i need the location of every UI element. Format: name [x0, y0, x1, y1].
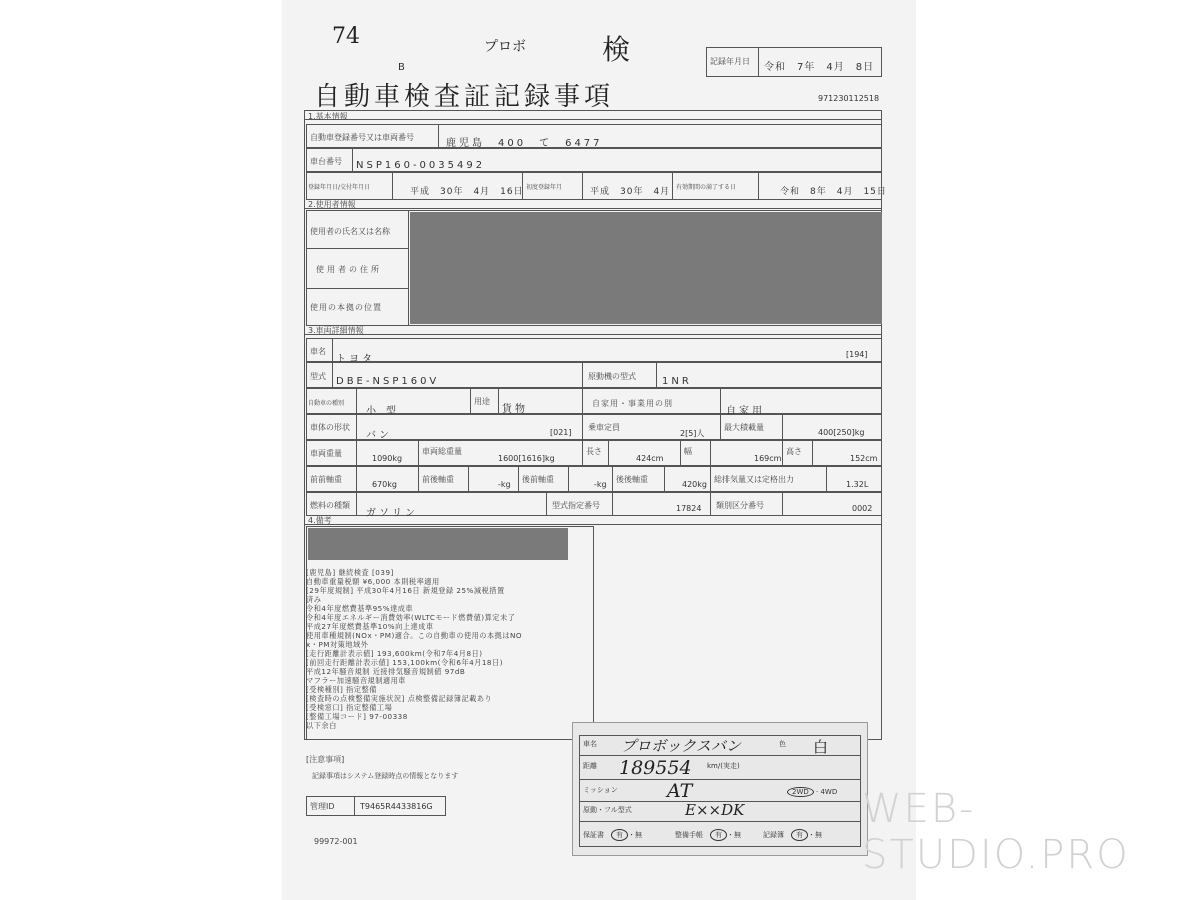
remark-line: 令和4年度エネルギー消費効率(WLTCモード燃費値)算定未了: [306, 613, 516, 622]
tag-mileage-value: 189554: [619, 757, 692, 779]
remark-line: [検査時の点検整備実施状況] 点検整備記録簿記載あり: [306, 694, 493, 703]
tag-record-yes: 有: [791, 829, 808, 841]
remark-line: 平成12年騒音規制 近接排気騒音規制値 97dB: [306, 667, 466, 676]
record-date-value: 令和 7年 4月 8日: [764, 62, 875, 73]
section3-label: 3.車両詳細情報: [308, 326, 364, 335]
front-front-axle-label: 前前軸重: [310, 475, 342, 484]
first-reg-value: 平成 30年 4月 16日: [410, 187, 524, 197]
handwritten-kanji: 検: [602, 33, 631, 66]
body-label: 車体の形状: [310, 423, 350, 432]
initial-reg-value: 平成 30年 4月: [590, 187, 671, 197]
expiry-label: 有効期間の満了する日: [676, 184, 737, 191]
category-label: 類別区分番号: [716, 501, 764, 510]
displacement-value: 1.32L: [846, 480, 869, 489]
letter-b: B: [398, 62, 405, 73]
user-address-label: 使用者の住所: [316, 265, 382, 274]
tag-warranty-no: 無: [635, 831, 642, 839]
use-label: 用途: [474, 397, 490, 406]
chassis-value: NSP160-0035492: [356, 160, 486, 171]
remark-line: 済み: [306, 595, 322, 604]
tag-engine-value: E××DK: [685, 801, 745, 819]
gross-value: 1600[1616]kg: [498, 454, 555, 463]
engine-label: 原動機の型式: [588, 372, 636, 381]
record-date-label: 記録年月日: [710, 57, 750, 66]
watermark: WEB-STUDIO.PRO: [862, 786, 1130, 878]
remark-line: 平成27年度燃費基準10%向上達成車: [306, 622, 434, 631]
type-label: 自動車の種別: [308, 400, 345, 407]
notice-label: [注意事項]: [306, 755, 345, 764]
dealer-tag: 車名 プロボックスバン 色 白 距離 189554 km/(実走) ミッション AT 2WD · 4WD 原動・フル型式 E××DK 保証書 有 ・無 整備手帳 有 ・無 記録簿 有 ・無: [572, 722, 868, 856]
front-rear-axle-label: 前後軸重: [422, 475, 454, 484]
redacted-user-info: [410, 212, 882, 324]
width-value: 169cm: [754, 454, 782, 463]
document-title: 自動車検査証記録事項: [314, 82, 615, 112]
designation-value: 17824: [676, 504, 702, 513]
length-value: 424cm: [636, 454, 664, 463]
tag-manual-label: 整備手帳: [675, 831, 703, 839]
rear-front-axle-label: 後前軸重: [522, 475, 554, 484]
section4-label: 4.備考: [308, 516, 332, 525]
use-value: 貨物: [502, 404, 528, 415]
tag-name-value: プロボックスバン: [621, 737, 741, 755]
expiry-value: 令和 8年 4月 15日: [780, 187, 887, 197]
remark-line: [走行距離計表示値] 193,600km(令和7年4月8日): [306, 649, 483, 658]
reg-number-label: 自動車登録番号又は車両番号: [310, 133, 414, 142]
height-label: 高さ: [786, 447, 802, 456]
remark-line: 使用車種規制(NOx・PM)適合。この自動車の使用の本拠はNO: [306, 631, 523, 640]
id-value: T9465R4433816G: [360, 802, 433, 811]
reg-number-value: 鹿児島 400 て 6477: [446, 138, 603, 149]
tag-color-label: 色: [779, 740, 786, 748]
remark-line: [整備工場コード] 97-00338: [306, 712, 408, 721]
capacity-value: 2[5]人: [680, 429, 705, 438]
front-front-axle-value: 670kg: [372, 480, 397, 489]
tag-4wd: 4WD: [820, 788, 838, 796]
make-code: [194]: [846, 350, 868, 359]
remark-line: マフラー加速騒音規制適用車: [306, 676, 406, 685]
front-rear-axle-value: -kg: [498, 480, 511, 489]
rear-rear-axle-value: 420kg: [682, 480, 707, 489]
section2-label: 2.使用者情報: [308, 200, 356, 209]
tag-mileage-label: 距離: [583, 762, 597, 770]
remark-line: [鹿児島] 継続検査 [039]: [306, 568, 394, 577]
displacement-label: 総排気量又は定格出力: [714, 475, 794, 484]
max-load-value: 400[250]kg: [818, 428, 865, 437]
private-value: 自家用: [726, 406, 765, 417]
tag-2wd: 2WD: [787, 787, 814, 797]
handwritten-number: 74: [332, 24, 360, 49]
remark-line: [29年度規制] 平成30年4月16日 新規登録 25%減税措置: [306, 586, 505, 595]
section1-label: 1.基本情報: [308, 112, 348, 121]
private-label: 自家用・事業用の別: [592, 399, 673, 408]
user-name-label: 使用者の氏名又は名称: [310, 227, 390, 236]
doc-number: 971230112518: [818, 94, 880, 103]
tag-warranty-label: 保証書: [583, 831, 604, 839]
tag-record-no: 無: [815, 831, 822, 839]
remark-line: [受検窓口] 指定整備工場: [306, 703, 393, 712]
remark-line: 自動車重量税額 ¥6,000 本則税率適用: [306, 577, 440, 586]
tag-manual-no: 無: [734, 831, 741, 839]
type-value: 小型: [366, 406, 406, 417]
weight-value: 1090kg: [372, 454, 403, 463]
gross-label: 車両総重量: [422, 447, 462, 456]
make-label: 車名: [310, 347, 326, 356]
handwritten-model-note: プロボ: [484, 39, 526, 55]
length-label: 長さ: [586, 447, 602, 456]
engine-value: 1NR: [662, 376, 692, 387]
base-location-label: 使用の本拠の位置: [310, 303, 382, 312]
tag-engine-label: 原動・フル型式: [583, 806, 632, 814]
tag-mission-value: AT: [667, 780, 693, 802]
chassis-label: 車台番号: [310, 157, 342, 166]
remark-line: x・PM対策地域外: [306, 640, 369, 649]
tag-manual-yes: 有: [710, 829, 727, 841]
tag-mission-label: ミッション: [583, 786, 618, 794]
rear-rear-axle-label: 後後軸重: [616, 475, 648, 484]
designation-label: 型式指定番号: [552, 501, 600, 510]
tag-name-label: 車名: [583, 740, 597, 748]
form-code: 99972-001: [314, 837, 358, 846]
width-label: 幅: [684, 447, 692, 456]
make-value: トヨタ: [336, 354, 375, 365]
tag-color-value: 白: [813, 738, 829, 756]
initial-reg-label: 初度登録年月: [526, 184, 563, 191]
body-code: [021]: [550, 428, 572, 437]
height-value: 152cm: [850, 454, 878, 463]
redacted-remarks: [308, 528, 568, 560]
fuel-value: ガソリン: [366, 508, 418, 519]
weight-label: 車両重量: [310, 449, 342, 458]
model-value: DBE-NSP160V: [336, 376, 440, 387]
tag-mileage-unit: km/(実走): [707, 762, 740, 770]
notice-text: 記録事項はシステム登録時点の情報となります: [312, 772, 459, 780]
max-load-label: 最大積載量: [724, 423, 764, 432]
model-label: 型式: [310, 372, 326, 381]
category-value: 0002: [852, 504, 873, 513]
tag-record-label: 記録簿: [763, 831, 784, 839]
body-value: バン: [366, 430, 392, 441]
tag-warranty-yes: 有: [611, 829, 628, 841]
id-label: 管理ID: [310, 802, 335, 811]
rear-front-axle-value: -kg: [594, 480, 607, 489]
capacity-label: 乗車定員: [588, 423, 620, 432]
fuel-label: 燃料の種類: [310, 501, 350, 510]
remark-line: [前回走行距離計表示値] 153,100km(令和6年4月18日): [306, 658, 503, 667]
remark-line: 令和4年度燃費基準95%達成車: [306, 604, 414, 613]
first-reg-label: 登録年月日/交付年月日: [308, 184, 371, 191]
remark-line: [受検種別] 指定整備: [306, 685, 377, 694]
remark-line: 以下余白: [306, 721, 337, 730]
